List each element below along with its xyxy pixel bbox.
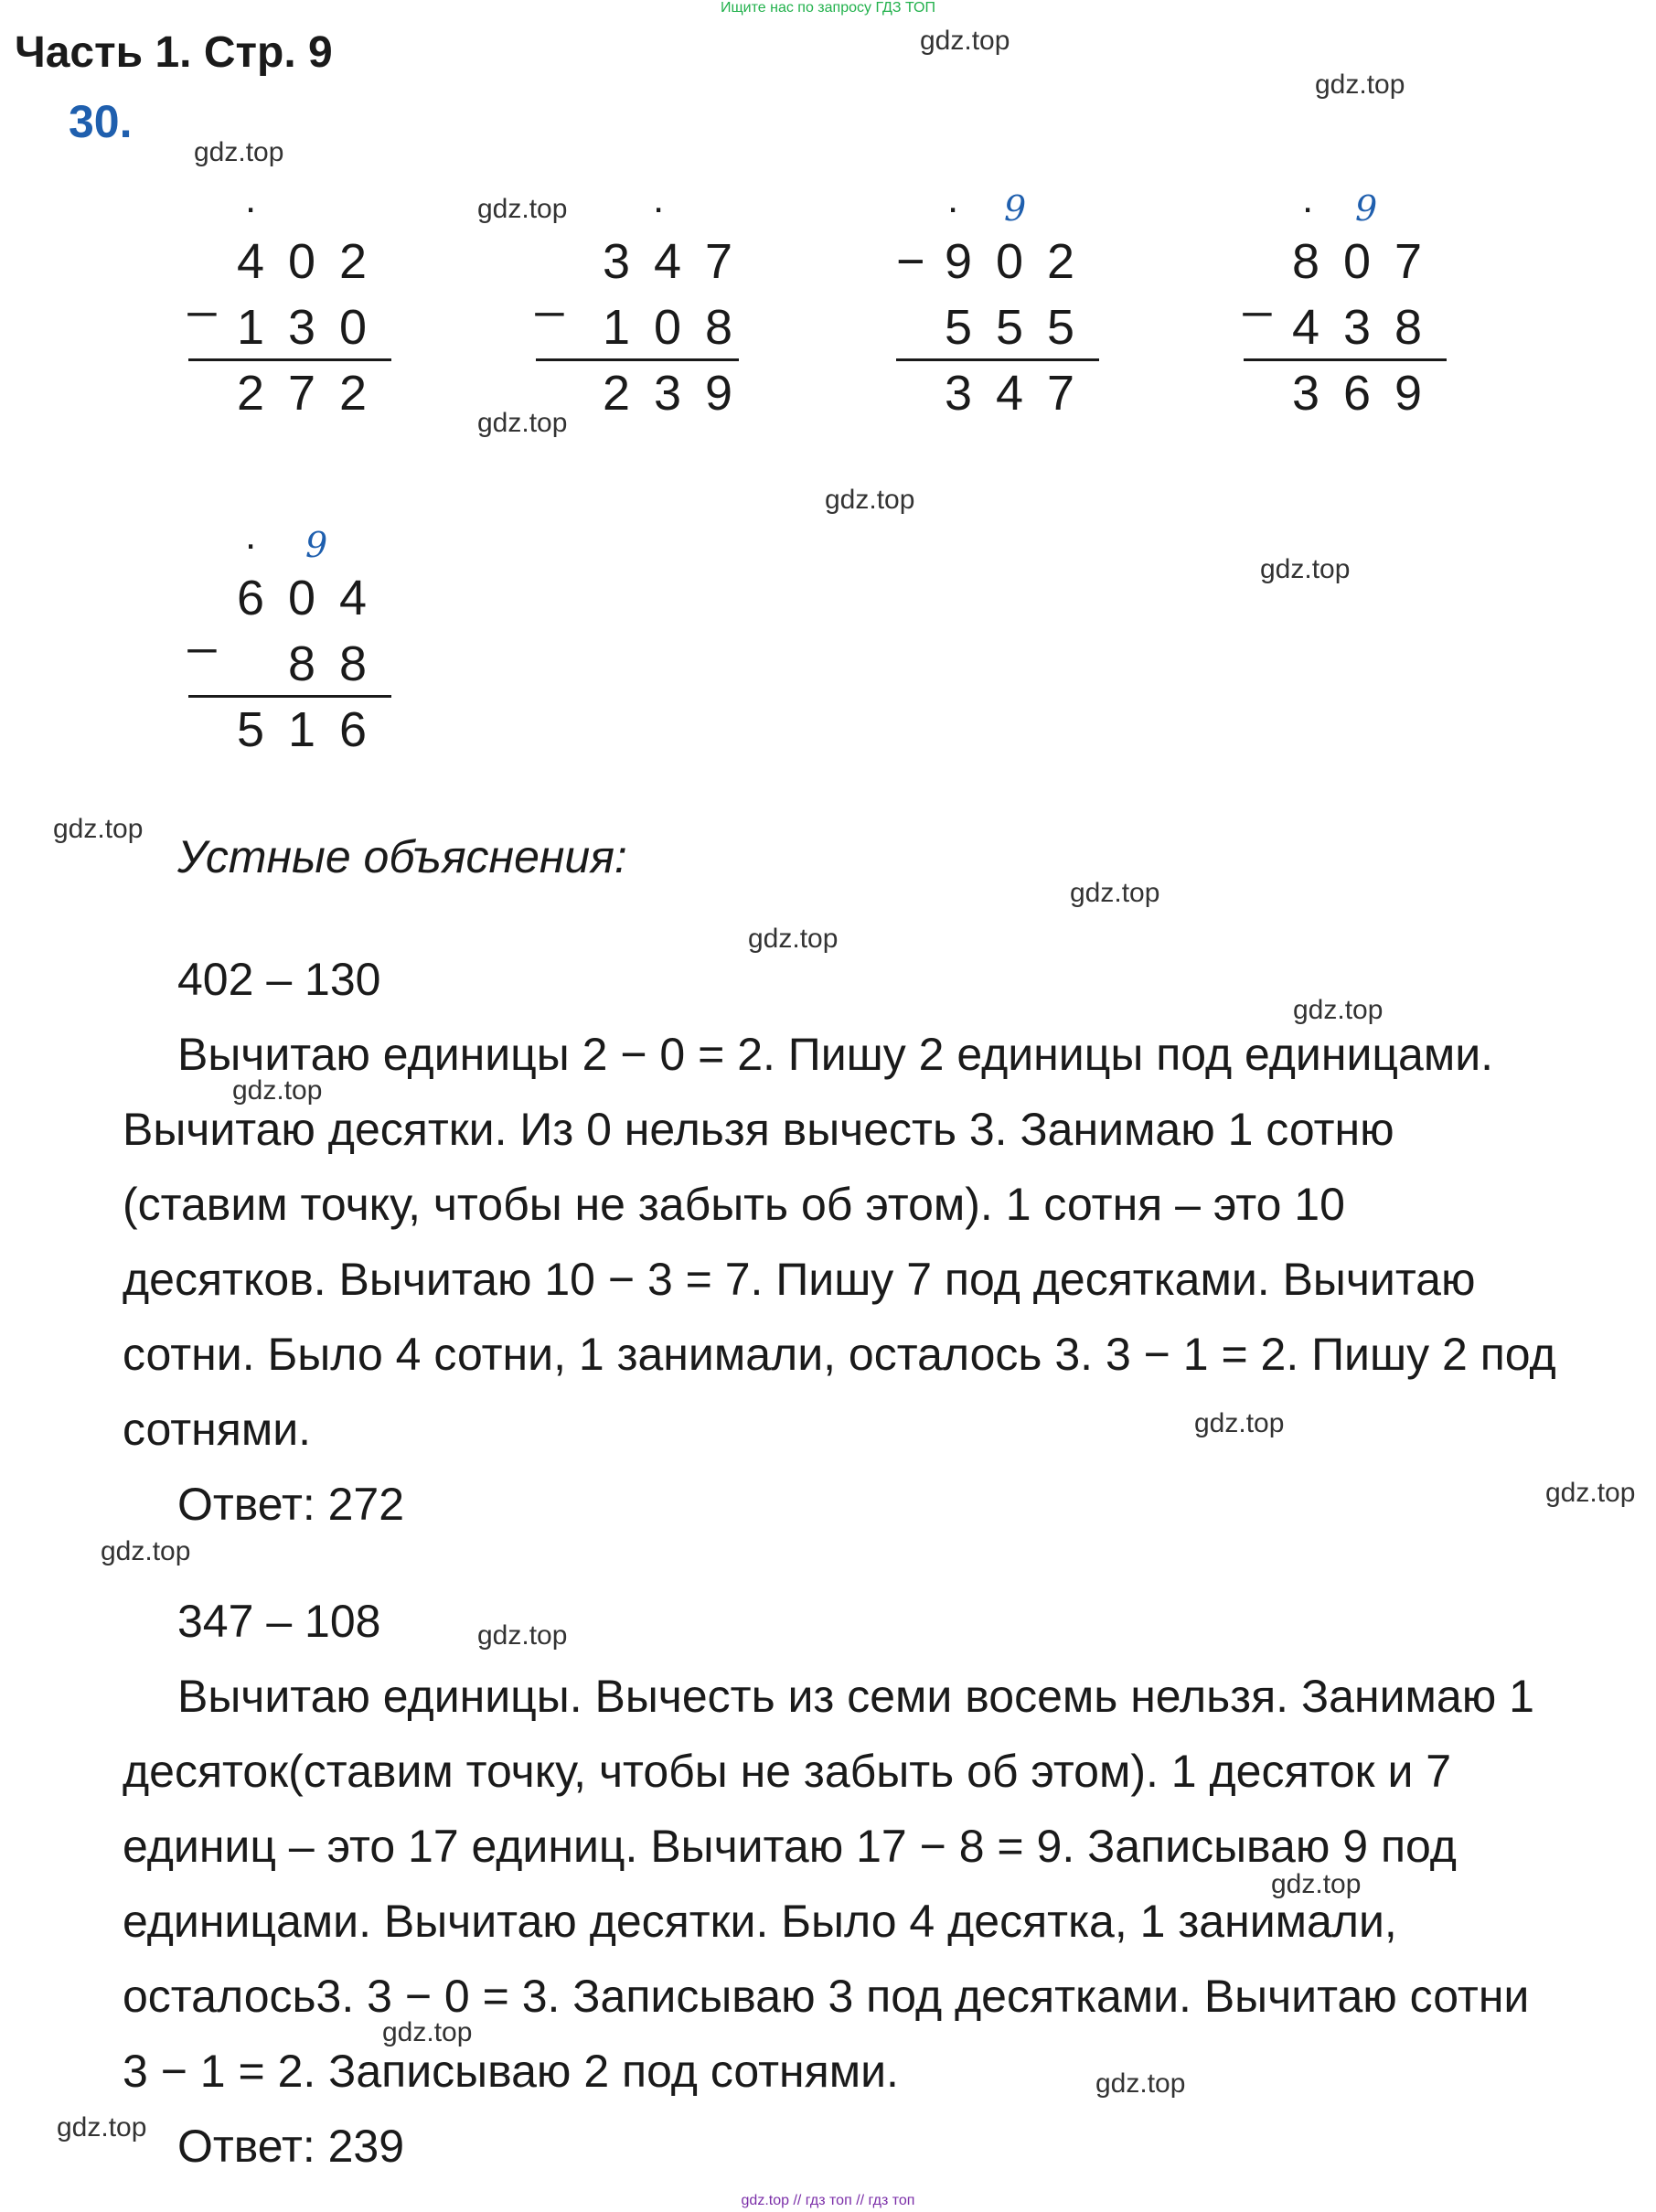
column-subtraction: [536, 176, 746, 426]
minus-sign: _: [1244, 262, 1272, 317]
watermark: gdz.top: [825, 485, 915, 515]
exercise-number: 30.: [69, 96, 133, 147]
explanation-line: (ставим точку, чтобы не забыть об этом). 1 сотня – это 10: [123, 1179, 1345, 1230]
watermark: gdz.top: [232, 1075, 323, 1106]
answer: Ответ: 239: [177, 2121, 405, 2172]
watermark: gdz.top: [53, 814, 144, 844]
explanation-line: сотни. Было 4 сотни, 1 занимали, осталось 3. 3 − 1 = 2. Пишу 2 под: [123, 1329, 1556, 1380]
watermark: gdz.top: [920, 26, 1010, 56]
explanation-line: десятков. Вычитаю 10 − 3 = 7. Пишу 7 под десятками. Вычитаю: [123, 1254, 1476, 1305]
watermark: gdz.top: [477, 1620, 568, 1651]
minuend: 3 4 7: [602, 234, 733, 289]
borrow-dot: .: [947, 176, 959, 221]
borrow-dot: .: [245, 513, 257, 558]
carry-digit: 9: [1004, 188, 1027, 229]
watermark: gdz.top: [477, 408, 568, 438]
difference: 2 3 9: [602, 366, 733, 421]
expression: 402 – 130: [177, 954, 381, 1005]
watermark: gdz.top: [57, 2112, 147, 2143]
watermark: gdz.top: [101, 1536, 191, 1566]
borrow-dot: .: [1302, 176, 1314, 221]
minuend: 8 0 7: [1291, 234, 1423, 289]
subtrahend: 5 5 5: [944, 300, 1075, 355]
difference: 3 6 9: [1291, 366, 1423, 421]
difference: 3 4 7: [944, 366, 1075, 421]
minuend: 4 0 2: [236, 234, 368, 289]
explanation-line: единиц – это 17 единиц. Вычитаю 17 − 8 = 9. Записываю 9 под: [123, 1821, 1457, 1872]
explanation-line: сотнями.: [123, 1404, 312, 1455]
watermark: gdz.top: [1194, 1408, 1285, 1438]
watermark: gdz.top: [1070, 878, 1160, 908]
subtrahend: 8 8: [287, 636, 368, 691]
explanations-heading: Устные объяснения:: [177, 831, 627, 882]
column-subtraction: [188, 176, 399, 426]
page-title: Часть 1. Стр. 9: [15, 28, 333, 77]
minuend: 9 0 2: [944, 234, 1075, 289]
explanation-line: десяток(ставим точку, чтобы не забыть об этом). 1 десяток и 7: [123, 1746, 1452, 1797]
watermark: gdz.top: [1260, 554, 1351, 584]
bottom-banner[interactable]: gdz.top // гдз топ // гдз топ: [741, 2193, 915, 2208]
minus-sign: −: [896, 234, 925, 289]
minuend: 6 0 4: [236, 571, 368, 625]
subtrahend: 4 3 8: [1291, 300, 1423, 355]
borrow-dot: .: [245, 176, 257, 221]
explanation-line: осталось3. 3 − 0 = 3. Записываю 3 под десятками. Вычитаю сотни: [123, 1971, 1530, 2022]
answer: Ответ: 272: [177, 1479, 405, 1530]
watermark: gdz.top: [477, 194, 568, 224]
difference: 2 7 2: [236, 366, 368, 421]
minus-sign: _: [188, 599, 217, 654]
difference: 5 1 6: [236, 702, 368, 757]
explanation-line: Вычитаю единицы 2 − 0 = 2. Пишу 2 единицы под единицами.: [177, 1029, 1494, 1080]
watermark: gdz.top: [748, 924, 839, 954]
borrow-dot: .: [653, 176, 665, 221]
column-subtraction: [896, 176, 1106, 426]
top-banner[interactable]: Ищите нас по запросу ГДЗ ТОП: [721, 0, 935, 16]
subtrahend: 1 3 0: [236, 300, 368, 355]
column-subtraction: [188, 513, 399, 763]
explanation-line: 3 − 1 = 2. Записываю 2 под сотнями.: [123, 2046, 899, 2097]
watermark: gdz.top: [1271, 1869, 1362, 1899]
minus-sign: _: [188, 262, 217, 317]
carry-digit: 9: [1355, 188, 1378, 229]
subtrahend: 1 0 8: [602, 300, 733, 355]
watermark: gdz.top: [1545, 1478, 1636, 1508]
watermark: gdz.top: [1315, 69, 1405, 100]
explanation-line: Вычитаю единицы. Вычесть из семи восемь нельзя. Занимаю 1: [177, 1671, 1534, 1722]
minus-sign: _: [536, 262, 564, 317]
carry-digit: 9: [305, 525, 328, 565]
watermark: gdz.top: [382, 2017, 473, 2047]
explanation-line: Вычитаю десятки. Из 0 нельзя вычесть 3. Занимаю 1 сотню: [123, 1104, 1394, 1155]
watermark: gdz.top: [1095, 2068, 1186, 2099]
watermark: gdz.top: [194, 137, 284, 167]
column-subtraction: [1244, 176, 1454, 426]
expression: 347 – 108: [177, 1596, 381, 1647]
watermark: gdz.top: [1293, 995, 1384, 1025]
explanation-line: единицами. Вычитаю десятки. Было 4 десятка, 1 занимали,: [123, 1896, 1397, 1947]
